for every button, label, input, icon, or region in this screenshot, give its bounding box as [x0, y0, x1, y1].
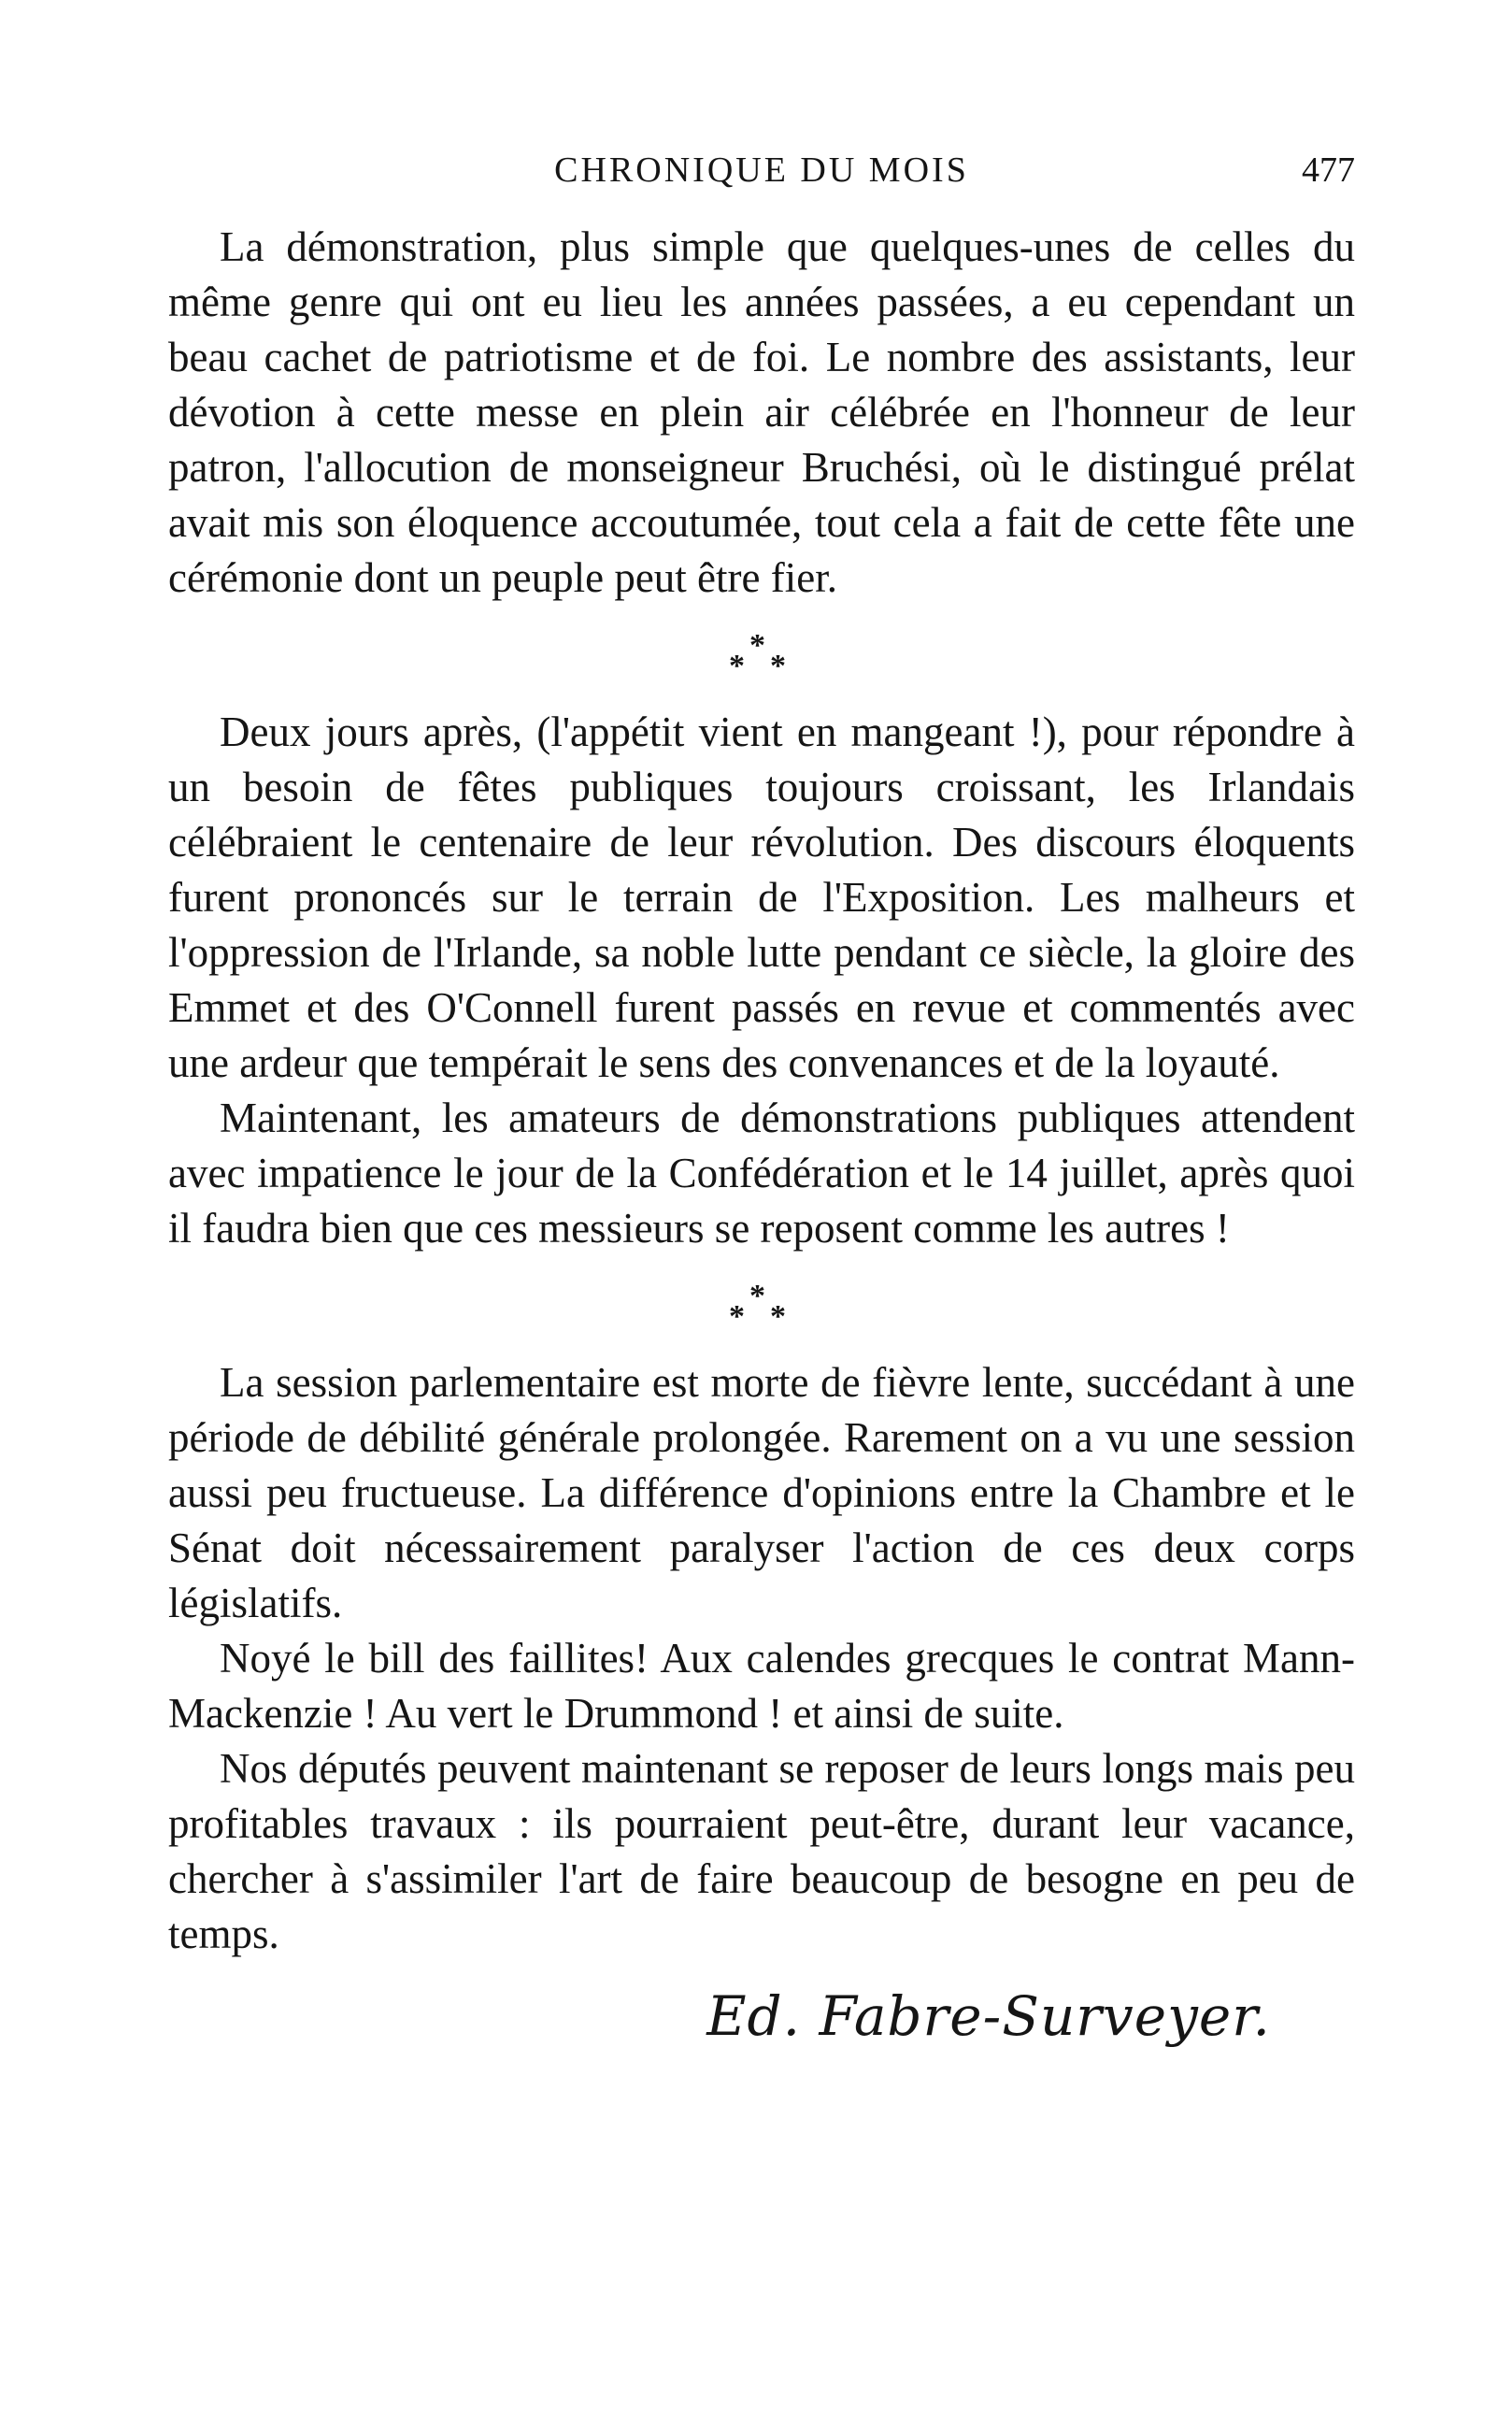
section-separator [168, 1262, 1355, 1352]
body-text [168, 220, 1355, 2048]
page-number: 477 [1302, 150, 1355, 190]
asterisk-icon: * [770, 1299, 786, 1334]
paragraph-deputes: Nos députés peuvent maintenant se reposer de leurs longs mais peu profitables travaux : ils pourraient peut-être, durant leur vacance, chercher à s'assimiler l'art de faire beaucoup de besogne en peu de temps. [168, 1745, 1355, 1957]
paragraph-demonstration: La démonstration, plus simple que quelques-unes de celles du même genre qui ont eu lieu les années passées, a eu cependant un beau cachet de patriotisme et de foi. Le nombre des assistants, leur dévotion à cette messe en plein air célébrée en l'honneur de leur patron, l'allocution de monseigneur Bruchési, où le distingué prélat avait mis son éloquence accoutumée, tout cela a fait de cette fête une cérémonie dont un peuple peut être fier. [168, 223, 1355, 601]
running-title: CHRONIQUE DU MOIS [554, 150, 969, 190]
paragraph-noye: Noyé le bill des faillites! Aux calendes grecques le contrat Mann-Mackenzie ! Au vert le Drummond ! et ainsi de suite. [168, 1635, 1355, 1737]
author-signature: Ed. Fabre-Surveyer. [706, 1984, 1271, 2048]
asterisk-icon: * [729, 1299, 745, 1334]
paragraph-session: La session parlementaire est morte de fièvre lente, succédant à une période de débilité générale prolongée. Rarement on a vu une session aussi peu fructueuse. La différence d'opinions entre la Chambre et le Sénat doit nécessairement paralyser l'action de ces deux corps législatifs. [168, 1359, 1355, 1626]
asterisk-icon: * [749, 1279, 765, 1313]
running-head [168, 150, 1355, 206]
paragraph-irlandais: Deux jours après, (l'appétit vient en mangeant !), pour répondre à un besoin de fêtes publiques toujours croissant, les Irlandais célébraient le centenaire de leur révolution. Des discours éloquents furent prononcés sur le terrain de l'Exposition. Les malheurs et l'oppression de l'Irlande, sa noble lutte pendant ce siècle, la gloire des Emmet et des O'Connell furent passés en revue et commentés avec une ardeur que tempérait le sens des convenances et de la loyauté. [168, 709, 1355, 1086]
asterisk-icon: * [749, 628, 765, 663]
asterisk-icon: * [729, 649, 745, 683]
paragraph-maintenant: Maintenant, les amateurs de démonstrations publiques attendent avec impatience le jour de la Confédération et le 14 juillet, après quoi il faudra bien que ces messieurs se reposent comme les autres ! [168, 1095, 1355, 1252]
asterisk-icon: * [770, 649, 786, 683]
section-separator [168, 611, 1355, 701]
